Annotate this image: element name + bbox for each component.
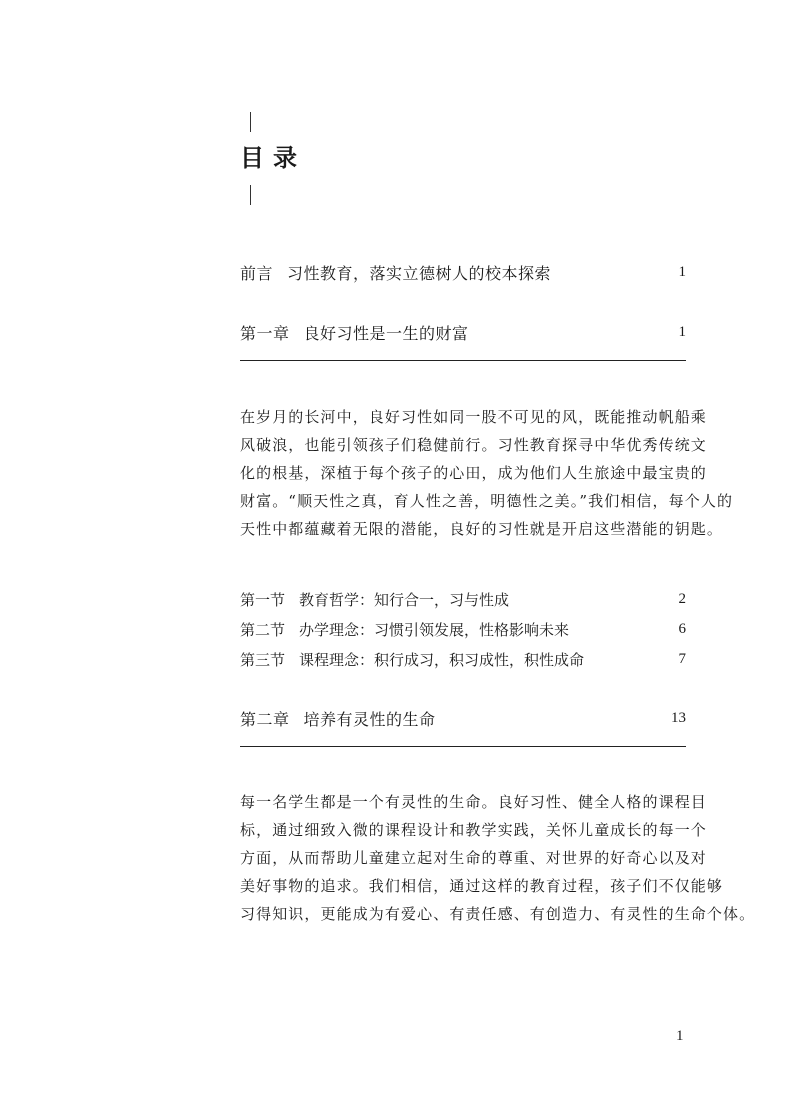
title-bottom-bar: [250, 185, 251, 205]
toc-entry-title: 前言 习性教育，落实立德树人的校本探索: [240, 263, 552, 283]
toc-entry-chapter-1[interactable]: [240, 318, 686, 346]
chapter-2-divider: [240, 746, 686, 747]
chapter-1-intro: 在岁月的长河中，良好习性如同一股不可见的风，既能推动帆船乘 风破浪，也能引领孩子们稳健前行。习性教育探寻中华优秀传统文 化的根基，深植于每个孩子的心田，成为他们人生旅途中最宝贵的 财富。“顺天性之真，育人性之善，明德性之美。”我们相信，每个人的 天性中都蕴藏着无限的潜能，良好的习性就是开启这些潜能的钥匙。: [240, 408, 734, 538]
toc-page-number: 1: [678, 263, 686, 280]
toc-entry-title: 第二节 办学理念：习惯引领发展，性格影响未来: [240, 620, 570, 639]
toc-page-number: 2: [678, 590, 686, 607]
toc-entry-preface[interactable]: [240, 258, 686, 286]
page-title: 目录: [240, 144, 306, 172]
toc-entry-section-1[interactable]: [240, 585, 686, 613]
toc-entry-title: 第一节 教育哲学：知行合一，习与性成: [240, 590, 510, 609]
toc-entry-title: 第一章 良好习性是一生的财富: [240, 323, 469, 343]
toc-entry-section-3[interactable]: [240, 645, 686, 673]
toc-entry-chapter-2[interactable]: [240, 704, 686, 732]
chapter-1-divider: [240, 360, 686, 361]
toc-entry-title: 第二章 培养有灵性的生命: [240, 709, 436, 729]
toc-entry-title: 第三节 课程理念：积行成习，积习成性，积性成命: [240, 650, 585, 669]
chapter-2-intro: 每一名学生都是一个有灵性的生命。良好习性、健全人格的课程目 标，通过细致入微的课程设计和教学实践，关怀儿童成长的每一个 方面，从而帮助儿童建立起对生命的尊重、对世界的好奇心以及对 美好事物的追求。我们相信，通过这样的教育过程，孩子们不仅能够 习得知识，更能成为有爱心、有责任感、有创造力、有灵性的生命个体。: [240, 793, 756, 923]
toc-page-number: 13: [671, 709, 686, 726]
toc-page-number: 1: [678, 323, 686, 340]
toc-page-number: 7: [678, 650, 686, 667]
title-top-bar: [250, 112, 251, 132]
page-number: 1: [676, 1028, 684, 1044]
toc-page-number: 6: [678, 620, 686, 637]
toc-entry-section-2[interactable]: [240, 615, 686, 643]
